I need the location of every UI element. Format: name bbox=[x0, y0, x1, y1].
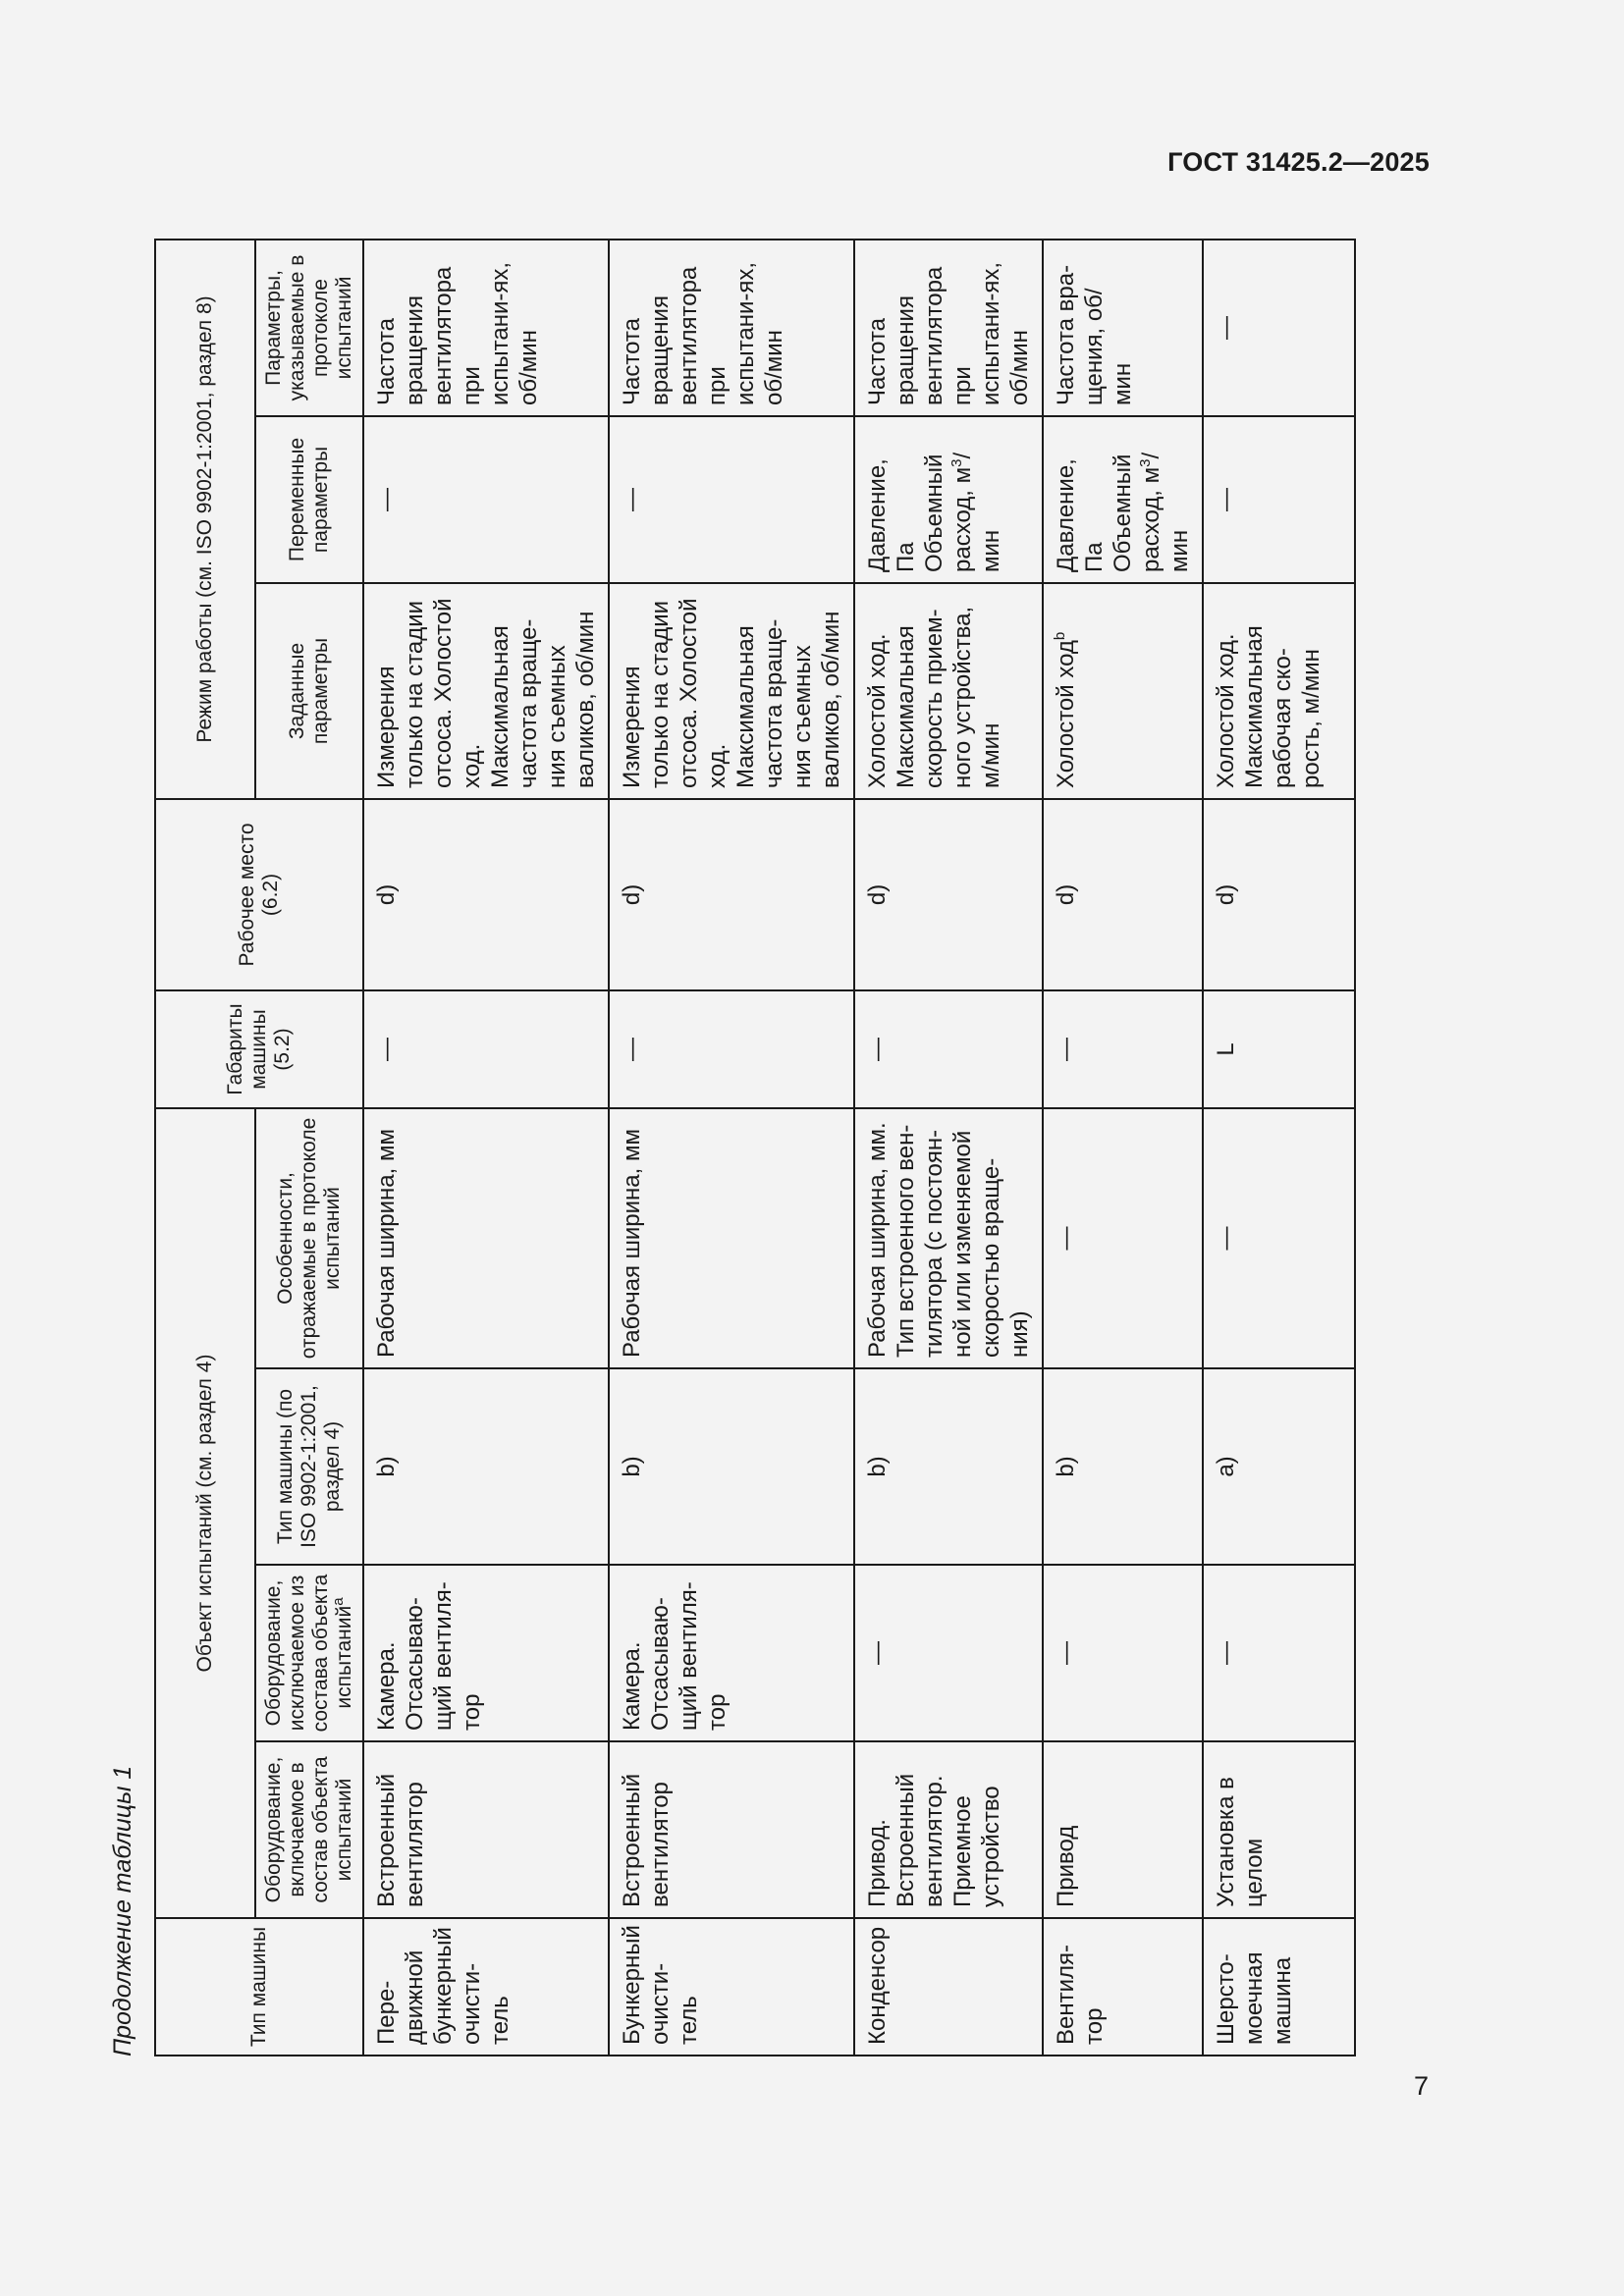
cell-dims: — bbox=[854, 990, 1043, 1108]
header-iso-type: Тип машины (по ISO 9902-1:2001, раздел 4) bbox=[255, 1368, 363, 1565]
cell-report-params: Частота вращения вентилятора при испытани-ях, об/мин bbox=[854, 240, 1043, 416]
cell-var-params: Давление, Па Объемный расход, $м^3$/мин bbox=[854, 416, 1043, 583]
cell-dims: — bbox=[1043, 990, 1203, 1108]
cell-set-params: Холостой ход$^b$ bbox=[1043, 583, 1203, 799]
header-workplace: Рабочее место (6.2) bbox=[155, 799, 363, 990]
cell-dims: L bbox=[1203, 990, 1355, 1108]
header-object-group: Объект испытаний (см. раздел 4) bbox=[155, 1108, 255, 1918]
group-header-row bbox=[155, 240, 255, 2056]
cell-set-params: Измерения только на стадии отсоса. Холостой ход. Максимальная частота враще-ния съемных валиков, об/мин bbox=[609, 583, 854, 799]
cell-included: Установка в целом bbox=[1203, 1741, 1355, 1918]
cell-var-params: — bbox=[609, 416, 854, 583]
header-set-params: Заданные параметры bbox=[255, 583, 363, 799]
cell-var-params: — bbox=[363, 416, 609, 583]
table-row bbox=[609, 240, 854, 2056]
header-excluded: Оборудование, исключаемое из состава объекта испытаний$^a$ bbox=[255, 1565, 363, 1741]
cell-included: Встроенный вентилятор bbox=[609, 1741, 854, 1918]
sub-header-row bbox=[255, 240, 363, 2056]
cell-set-params: Холостой ход. Максимальная рабочая ско-рость, м/мин bbox=[1203, 583, 1355, 799]
cell-iso-type: b) bbox=[363, 1368, 609, 1565]
cell-report-params: Частота вращения вентилятора при испытани-ях, об/мин bbox=[363, 240, 609, 416]
cell-workplace: d) bbox=[609, 799, 854, 990]
cell-included: Встроенный вентилятор bbox=[363, 1741, 609, 1918]
cell-features: Рабочая ширина, мм bbox=[363, 1108, 609, 1368]
cell-machine-type: Шерсто-моечная машина bbox=[1203, 1918, 1355, 2056]
cell-machine-type: Пере-движной бункерный очисти-тель bbox=[363, 1918, 609, 2056]
cell-workplace: d) bbox=[854, 799, 1043, 990]
cell-set-params: Холостой ход. Максимальная скорость прием-ного устройства, м/мин bbox=[854, 583, 1043, 799]
cell-included: Привод. Встроенный вентилятор. Приемное устройство bbox=[854, 1741, 1043, 1918]
header-machine-type: Тип машины bbox=[155, 1918, 363, 2056]
cell-report-params: — bbox=[1203, 240, 1355, 416]
header-included: Оборудование, включаемое в состав объекта испытаний bbox=[255, 1741, 363, 1918]
cell-workplace: d) bbox=[363, 799, 609, 990]
cell-machine-type: Вентиля-тор bbox=[1043, 1918, 1203, 2056]
rotated-table-block bbox=[103, 240, 1438, 2056]
standard-number: ГОСТ 31425.2—2025 bbox=[1167, 147, 1430, 177]
table-row bbox=[1203, 240, 1355, 2056]
cell-report-params: Частота вра-щения, об/мин bbox=[1043, 240, 1203, 416]
cell-included: Привод bbox=[1043, 1741, 1203, 1918]
cell-set-params: Измерения только на стадии отсоса. Холостой ход. Максимальная частота враще-ния съемных валиков, об/мин bbox=[363, 583, 609, 799]
cell-excluded: Камера. Отсасываю-щий вентиля-тор bbox=[363, 1565, 609, 1741]
cell-var-params: Давление, Па Объемный расход, $м^3$/мин bbox=[1043, 416, 1203, 583]
cell-workplace: d) bbox=[1203, 799, 1355, 990]
page-number: 7 bbox=[1414, 2071, 1430, 2101]
cell-excluded: — bbox=[1043, 1565, 1203, 1741]
header-dims: Габариты машины (5.2) bbox=[155, 990, 363, 1108]
table-row bbox=[854, 240, 1043, 2056]
header-var-params: Переменные параметры bbox=[255, 416, 363, 583]
table-row bbox=[1043, 240, 1203, 2056]
cell-excluded: — bbox=[854, 1565, 1043, 1741]
cell-iso-type: b) bbox=[854, 1368, 1043, 1565]
cell-features: Рабочая ширина, мм. Тип встроенного вен-тилятора (с постоян-ной или изменяемой скоростью враще-ния) bbox=[854, 1108, 1043, 1368]
cell-machine-type: Конденсор bbox=[854, 1918, 1043, 2056]
cell-dims: — bbox=[363, 990, 609, 1108]
table-caption: Продолжение таблицы 1 bbox=[109, 1765, 136, 2056]
cell-var-params: — bbox=[1203, 416, 1355, 583]
cell-excluded: Камера. Отсасываю-щий вентиля-тор bbox=[609, 1565, 854, 1741]
header-mode-group: Режим работы (см. ISO 9902-1:2001, раздел 8) bbox=[155, 240, 255, 799]
cell-features: Рабочая ширина, мм bbox=[609, 1108, 854, 1368]
cell-iso-type: b) bbox=[609, 1368, 854, 1565]
cell-features: — bbox=[1043, 1108, 1203, 1368]
cell-features: — bbox=[1203, 1108, 1355, 1368]
cell-iso-type: a) bbox=[1203, 1368, 1355, 1565]
specification-table bbox=[154, 239, 1356, 2056]
cell-machine-type: Бункерный очисти-тель bbox=[609, 1918, 854, 2056]
table-row bbox=[363, 240, 609, 2056]
cell-excluded: — bbox=[1203, 1565, 1355, 1741]
cell-workplace: d) bbox=[1043, 799, 1203, 990]
cell-report-params: Частота вращения вентилятора при испытани-ях, об/мин bbox=[609, 240, 854, 416]
cell-dims: — bbox=[609, 990, 854, 1108]
header-features: Особенности, отражаемые в протоколе испытаний bbox=[255, 1108, 363, 1368]
header-report-params: Параметры, указываемые в протоколе испытаний bbox=[255, 240, 363, 416]
cell-iso-type: b) bbox=[1043, 1368, 1203, 1565]
